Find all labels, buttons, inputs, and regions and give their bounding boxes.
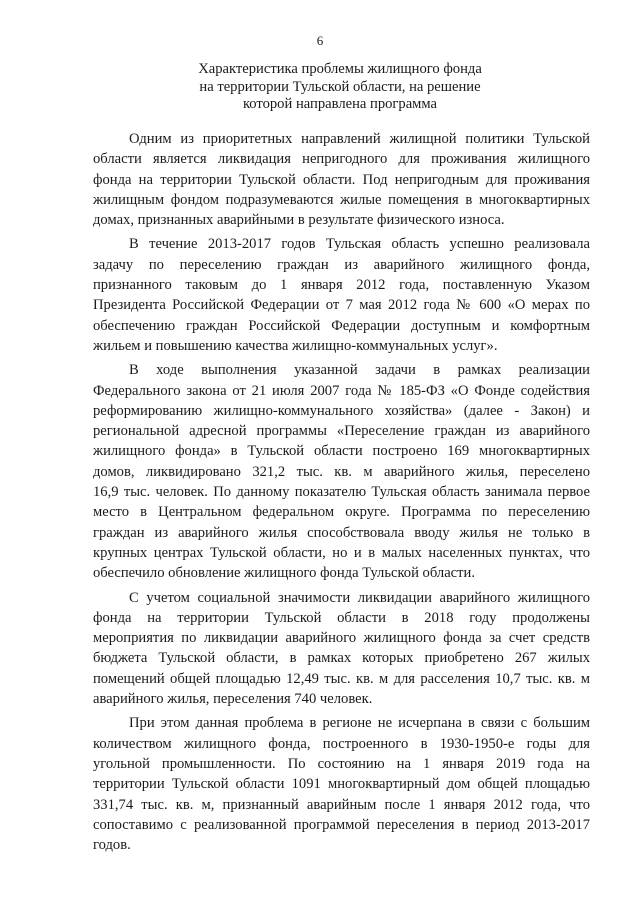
text-line: Президента Российской Федерации от 7 мая 2012 года № 600 «О мерах по [93,297,590,314]
text-line: жильем и повышению качества жилищно-коммунальных услуг». [93,337,498,354]
text-line: области является ликвидация непригодного для проживания жилищного [93,151,590,168]
text-line: В течение 2013-2017 годов Тульская область успешно реализовала [129,236,590,253]
heading-line: которой направлена программа [242,96,438,112]
text-line: крупных центрах Тульской области, но и в малых населенных пунктах, что [93,544,590,561]
text-line: бюджета Тульской области, в рамках которых приобретено 267 жилых [93,650,590,667]
text-line: С учетом социальной значимости ликвидации аварийного жилищного [129,589,590,606]
text-line: угольной промышленности. По состоянию на 1 января 2019 года на [93,755,590,772]
text-line: фонда на территории Тульской области в 2018 году продолжены [93,609,590,626]
heading-line: Характеристика проблемы жилищного фонда [198,61,482,77]
text-line: Одним из приоритетных направлений жилищной политики Тульской [129,131,590,147]
section-heading [140,61,540,114]
paragraph [93,588,590,710]
paragraph [93,234,590,356]
text-line: региональной адресной программы «Переселение граждан из аварийного [93,423,590,440]
document-body [93,129,590,859]
text-line: реформированию жилищно-коммунального хозяйства» (далее - Закон) и [93,402,590,419]
text-line: помещений общей площадью 12,49 тыс. кв. м для расселения 10,7 тыс. кв. м [93,670,590,687]
text-line: граждан из аварийного жилья способствовала вводу жилья не только в [93,524,590,541]
text-line: При этом данная проблема в регионе не исчерпана в связи с большим [129,715,590,732]
text-line: признанного таковым до 1 января 2012 года, поставленную Указом [93,277,590,294]
text-line: годов. [93,837,131,854]
text-line: фонда на территории Тульской области. Под непригодным для проживания [93,171,590,188]
heading-line: на территории Тульской области, на решение [199,78,481,95]
text-line: Федерального закона от 21 июля 2007 года № 185-ФЗ «О Фонде содействия [93,382,590,399]
text-line: жилищным фондом подразумеваются жилые помещения в многоквартирных [93,191,590,208]
text-line: домах, признанных аварийными в результате физического износа. [93,212,505,229]
text-line: обеспечило обновление жилищного фонда Тульской области. [93,565,475,582]
page-number: 6 [316,33,324,48]
text-line: В ходе выполнения указанной задачи в рамках реализации [129,362,590,379]
text-line: аварийного жилья, переселения 740 человек. [93,691,373,708]
text-line: количеством жилищного фонда, построенного в 1930-1950-е годы для [93,735,590,752]
paragraph [93,129,590,230]
text-line: жилищного фонда» в Тульской области построено 169 многоквартирных [93,443,590,460]
text-line: 16,9 тыс. человек. По данному показателю Тульская область занимала первое [93,484,590,501]
text-line: мероприятия по ликвидации аварийного жилищного фонда за счет средств [93,630,590,647]
text-line: территории Тульской области 1091 многоквартирный дом общей площадью [93,776,590,793]
paragraph [93,360,590,583]
text-line: место в Центральном федеральном округе. Программа по переселению [93,504,590,521]
text-line: задачу по переселению граждан из аварийного жилищного фонда, [93,256,590,273]
paragraph [93,713,590,855]
text-line: 331,74 тыс. кв. м, признанный аварийным после 1 января 2012 года, что [93,796,590,813]
text-line: сопоставимо с реализованной программой переселения в период 2013-2017 [93,816,590,833]
text-line: домов, ликвидировано 321,2 тыс. кв. м аварийного жилья, переселено [93,463,590,480]
text-line: обеспечению граждан Российской Федерации доступным и комфортным [93,317,590,334]
